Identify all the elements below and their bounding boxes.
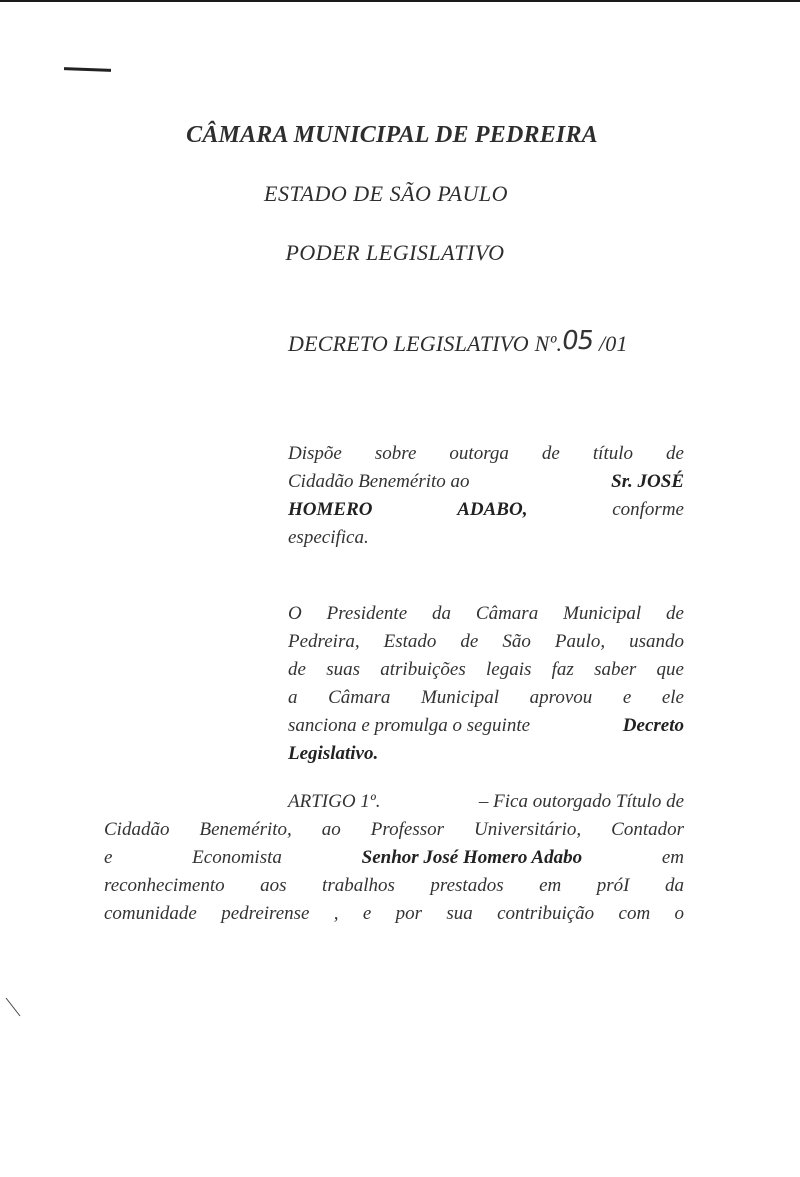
preamble-line	[288, 712, 684, 740]
decree-number-handwritten: 05	[560, 326, 596, 356]
header-state: ESTADO DE SÃO PAULO	[264, 181, 508, 206]
ementa-word: outorga	[449, 443, 509, 464]
preamble-line: O Presidente da Câmara Municipal de	[288, 603, 684, 624]
preamble-line: de suas atribuições legais faz saber que	[288, 659, 684, 680]
decree-year: /01	[598, 331, 628, 356]
article-line-1	[104, 788, 684, 816]
ementa-text: conforme	[612, 499, 684, 520]
decree-title	[288, 328, 628, 358]
ementa-line-1	[288, 440, 684, 468]
article-text: – Fica outorgado Título de	[478, 791, 684, 812]
ementa-paragraph	[288, 440, 684, 552]
scan-top-border	[0, 0, 800, 2]
honoree-name-part: Sr. JOSÉ	[611, 471, 684, 492]
ementa-line-2	[288, 468, 684, 496]
ementa-text: especifica.	[288, 527, 369, 548]
preamble-bold-text: Decreto	[622, 715, 684, 736]
preamble-text: sanciona e promulga o seguinte	[288, 715, 531, 736]
ementa-word: sobre	[374, 443, 417, 464]
ementa-text: Cidadão Benemérito ao	[288, 471, 470, 492]
article-text: Economista	[192, 847, 282, 868]
article-text: em	[661, 847, 684, 868]
ementa-line-3	[288, 496, 684, 524]
header-chamber-name: CÂMARA MUNICIPAL DE PEDREIRA	[186, 122, 598, 148]
ementa-word: título	[592, 443, 634, 464]
ementa-word: Dispõe	[288, 443, 342, 464]
article-line: comunidade pedreirense , e por sua contribuição com o	[104, 903, 684, 924]
header-branch: PODER LEGISLATIVO	[285, 240, 505, 265]
article-1-paragraph	[104, 788, 684, 928]
article-label: ARTIGO 1º.	[288, 791, 381, 812]
decree-prefix: DECRETO LEGISLATIVO Nº.	[288, 331, 563, 356]
preamble-paragraph	[288, 600, 684, 768]
scan-corner-mark	[4, 996, 24, 1018]
honoree-full-name: Senhor José Homero Adabo	[361, 847, 583, 868]
preamble-line	[288, 740, 684, 768]
preamble-bold-text: Legislativo.	[288, 743, 379, 764]
ementa-word: de	[666, 443, 684, 464]
preamble-line: a Câmara Municipal aprovou e ele	[288, 687, 684, 708]
article-line: Cidadão Benemérito, ao Professor Universitário, Contador	[104, 819, 684, 840]
scan-pen-mark	[64, 67, 111, 72]
article-line-3	[104, 844, 684, 872]
honoree-name-part: ADABO,	[457, 499, 528, 520]
ementa-line-4	[288, 524, 684, 552]
ementa-word: de	[541, 443, 560, 464]
article-line: reconhecimento aos trabalhos prestados em próI da	[104, 875, 684, 896]
honoree-name-part: HOMERO	[288, 499, 373, 520]
article-text: e	[104, 847, 113, 868]
preamble-line: Pedreira, Estado de São Paulo, usando	[288, 631, 684, 652]
